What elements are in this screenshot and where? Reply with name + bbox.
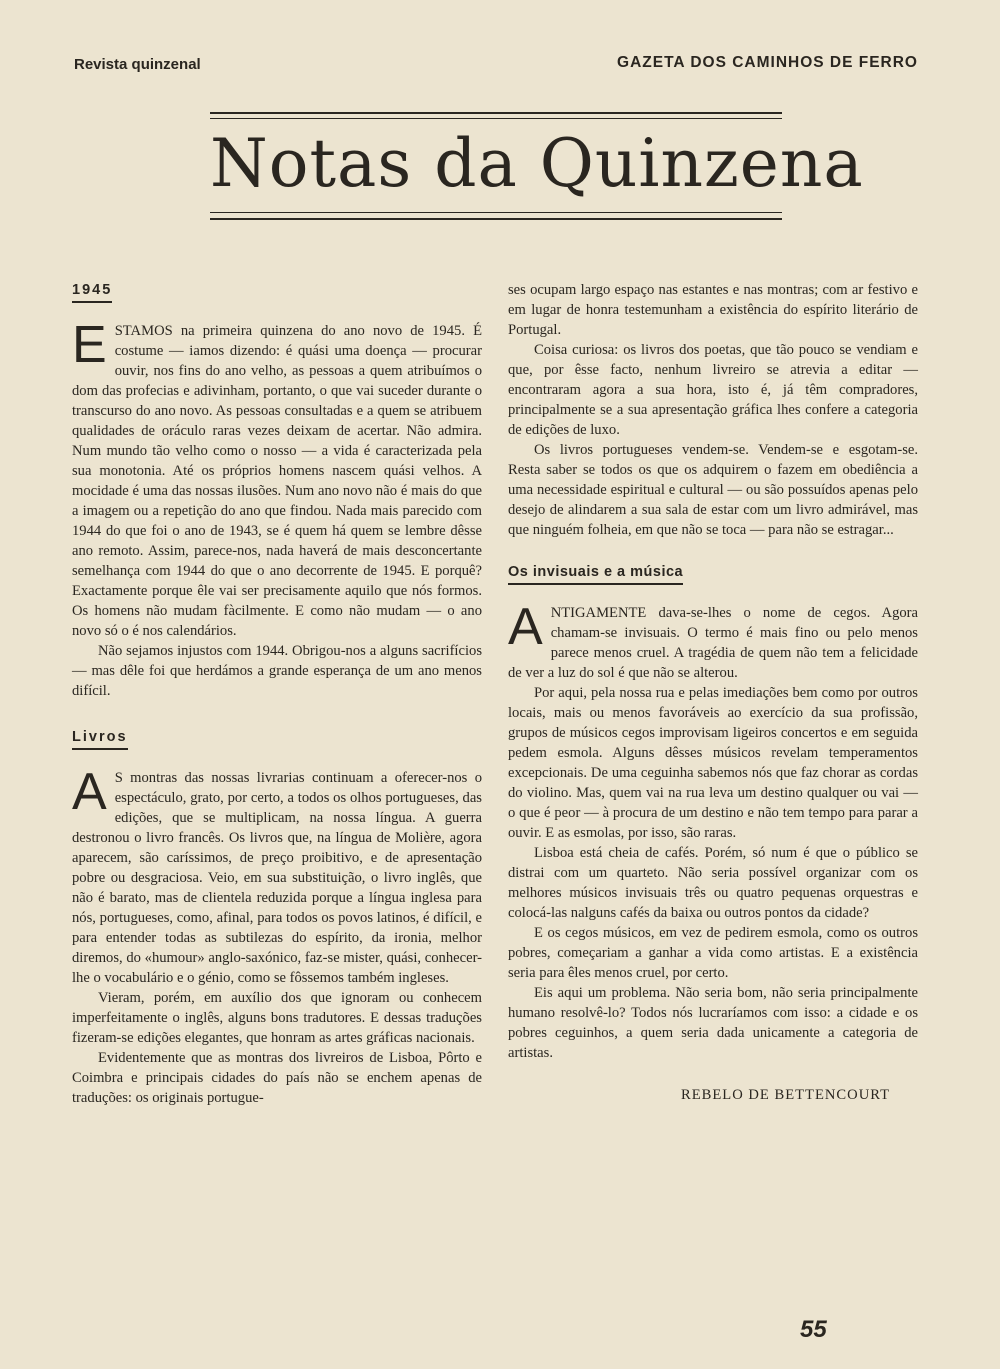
article-invisuais-paragraph — [508, 598, 918, 683]
masthead — [210, 112, 864, 224]
header-publication-frequency: Revista quinzenal — [74, 56, 201, 73]
article-invisuais-paragraph-2: Por aqui, pela nossa rua e pelas imediações bem como por outros locais, mais ou menos favoráveis ao exercício da sua profissão, grupos de músicos cegos improvisam ligeiros concertos e em seguida pedem esmola. Alguns dêsses músicos revelam temperamentos excepcionais. De uma ceguinha sabemos nós que faz chorar as cordas do violino. Mas, quem vai na rua leva um destino qualquer ou vai — o que é peor — à procura de um destino e não tem tempo para parar a ouvir. E as esmolas, por isso, são raras. — [508, 685, 918, 841]
masthead-rule-bottom-thin — [210, 212, 782, 213]
article-invisuais-paragraph-4: E os cegos músicos, em vez de pedirem esmola, como os outros pobres, começariam a ganhar a vida como artistas. E a existência seria para êles menos cruel, por certo. — [508, 925, 918, 981]
article-1945-lead: STAMOS — [114, 323, 173, 339]
article-invisuais-paragraph-3: Lisboa está cheia de cafés. Porém, só num é que o público se distrai com um quarteto. Não seria possível organizar com os melhores músicos invisuais três ou quatro pequenas orquestras e colocá-las nalguns cafés da baixa ou outros pontos da cidade? — [508, 845, 918, 921]
article-invisuais-paragraph-5: Eis aqui um problema. Não seria bom, não seria principalmente humano resolvê-lo? Todos nós lucraríamos com isso: a cidade e os pobres ceguinhos, a quem seria dada unicamente a categoria de artistas. — [508, 985, 918, 1061]
dropcap-a-2: A — [508, 598, 543, 656]
article-1945-paragraph — [72, 316, 482, 641]
article-1945-paragraph-2: Não sejamos injustos com 1944. Obrigou-nos a alguns sacrifícios — mas dêle foi que herdámos a grande esperança de um ano menos difícil. — [72, 643, 482, 699]
article-1945-text: na primeira quinzena do ano novo de 1945. É costume — iamos dizendo: é quási uma doença — procurar ouvir, nos fins do ano velho, as pessoas a quem atribuímos o dom das profecias e adivinham, portanto, o que vai suceder durante o transcurso do ano novo. As pessoas consultadas e a quem se atribuem qualidades de oráculo raras vezes deixam de acertar. Não admira. Num mundo tão velho como o nosso — a vida é caracterizada pela sua monotonia. Até os próprios homens nascem quási velhos. A mocidade é uma das nossas ilusões. Num ano novo não é mais do que a imagem ou a repetição do ano que findou. Nada mais parecido com 1944 do que foi o ano de 1943, se é quem há quem se lembre dêsse ano remoto. Assim, parece-nos, nada haverá de mais desconcertante semelhança com 1944 do que o ano decorrente de 1945. E porquê? Exactamente porque êle vai ser precisamente aquilo que nós formos. Os homens não mudam fàcilmente. E como não mudam — o ano novo só o é nos calendários. — [72, 323, 482, 639]
section-heading-livros: Livros — [72, 727, 128, 750]
article-livros-text: S montras das nossas livrarias continuam a oferecer-nos o espectáculo, grato, por certo, a todos os olhos portugueses, das edições, que se multiplicam, na nossa língua. A guerra destronou o livro francês. Os livros que, na língua de Molière, agora aparecem, são caríssimos, de preço proibitivo, e de apresentação pobre ou desgraciosa. Veio, em sua substituição, o livro inglês, que não é barato, mas de clientela reduzida porque a língua inglesa para nós, portugueses, como, afinal, para todos os povos latinos, é difícil, e para entender todas as subtilezas do espírito, da ironia, melhor diremos, do «humour» anglo-saxónico, faz-se mister, quási, conhecer-lhe o vocabulário e o génio, como se fôssemos também ingleses. — [72, 770, 482, 986]
article-livros-paragraph — [72, 763, 482, 988]
article-invisuais-text: dava-se-lhes o nome de cegos. Agora chamam-se invisuais. O termo é mais fino ou pelo menos parece menos cruel. A tragédia de quem não tem a felicidade de ver a luz do sol é que não se alterou. — [508, 605, 918, 681]
masthead-rule-top-thin — [210, 118, 782, 119]
masthead-title: Notas da Quinzena — [210, 125, 864, 202]
article-livros-paragraph-4: Coisa curiosa: os livros dos poetas, que tão pouco se vendiam e que, por êsse facto, nenhum livreiro se atrevia a editar — encontraram agora a sua hora, isto é, já têm compradores, principalmente se a sua apresentação gráfica lhes confere a categoria de edições de luxo. — [508, 342, 918, 438]
dropcap-e: E — [72, 316, 107, 374]
column-left — [72, 280, 482, 1108]
article-livros-paragraph-5: Os livros portugueses vendem-se. Vendem-se e esgotam-se. Resta saber se todos os que os adquirem o fazem em obediência a uma necessidade espiritual e cultural — ou são possuídos apenas pelo desejo de alindarem a sua sala de estar com um livro admirável, mas que ninguém folheia, em que não se toca — para não se estragar... — [508, 442, 918, 538]
section-heading-invisuais: Os invisuais e a música — [508, 562, 683, 585]
article-livros-paragraph-3: Evidentemente que as montras dos livreiros de Lisboa, Pôrto e Coimbra e principais cidades do país não se enchem apenas de traduções: os originais portugue- — [72, 1050, 482, 1106]
page-number: 55 — [800, 1316, 827, 1343]
section-heading-1945: 1945 — [72, 280, 112, 303]
header-publication-name: GAZETA DOS CAMINHOS DE FERRO — [617, 54, 918, 71]
masthead-rule-bottom — [210, 218, 782, 220]
author-signature: REBELO DE BETTENCOURT — [680, 1087, 890, 1103]
article-invisuais-lead: NTIGAMENTE — [550, 605, 647, 621]
masthead-rule-top — [210, 112, 782, 114]
article-livros-paragraph-2: Vieram, porém, em auxílio dos que ignoram ou conhecem imperfeitamente o inglês, alguns bons tradutores. E dessas traduções fizeram-se edições elegantes, que honram as artes gráficas nacionais. — [72, 990, 482, 1046]
column-right — [508, 280, 918, 1105]
dropcap-a: A — [72, 763, 107, 821]
article-livros-paragraph-3-continued: ses ocupam largo espaço nas estantes e nas montras; com ar festivo e em lugar de honra testemunham a existência do espírito literário de Portugal. — [508, 282, 918, 338]
